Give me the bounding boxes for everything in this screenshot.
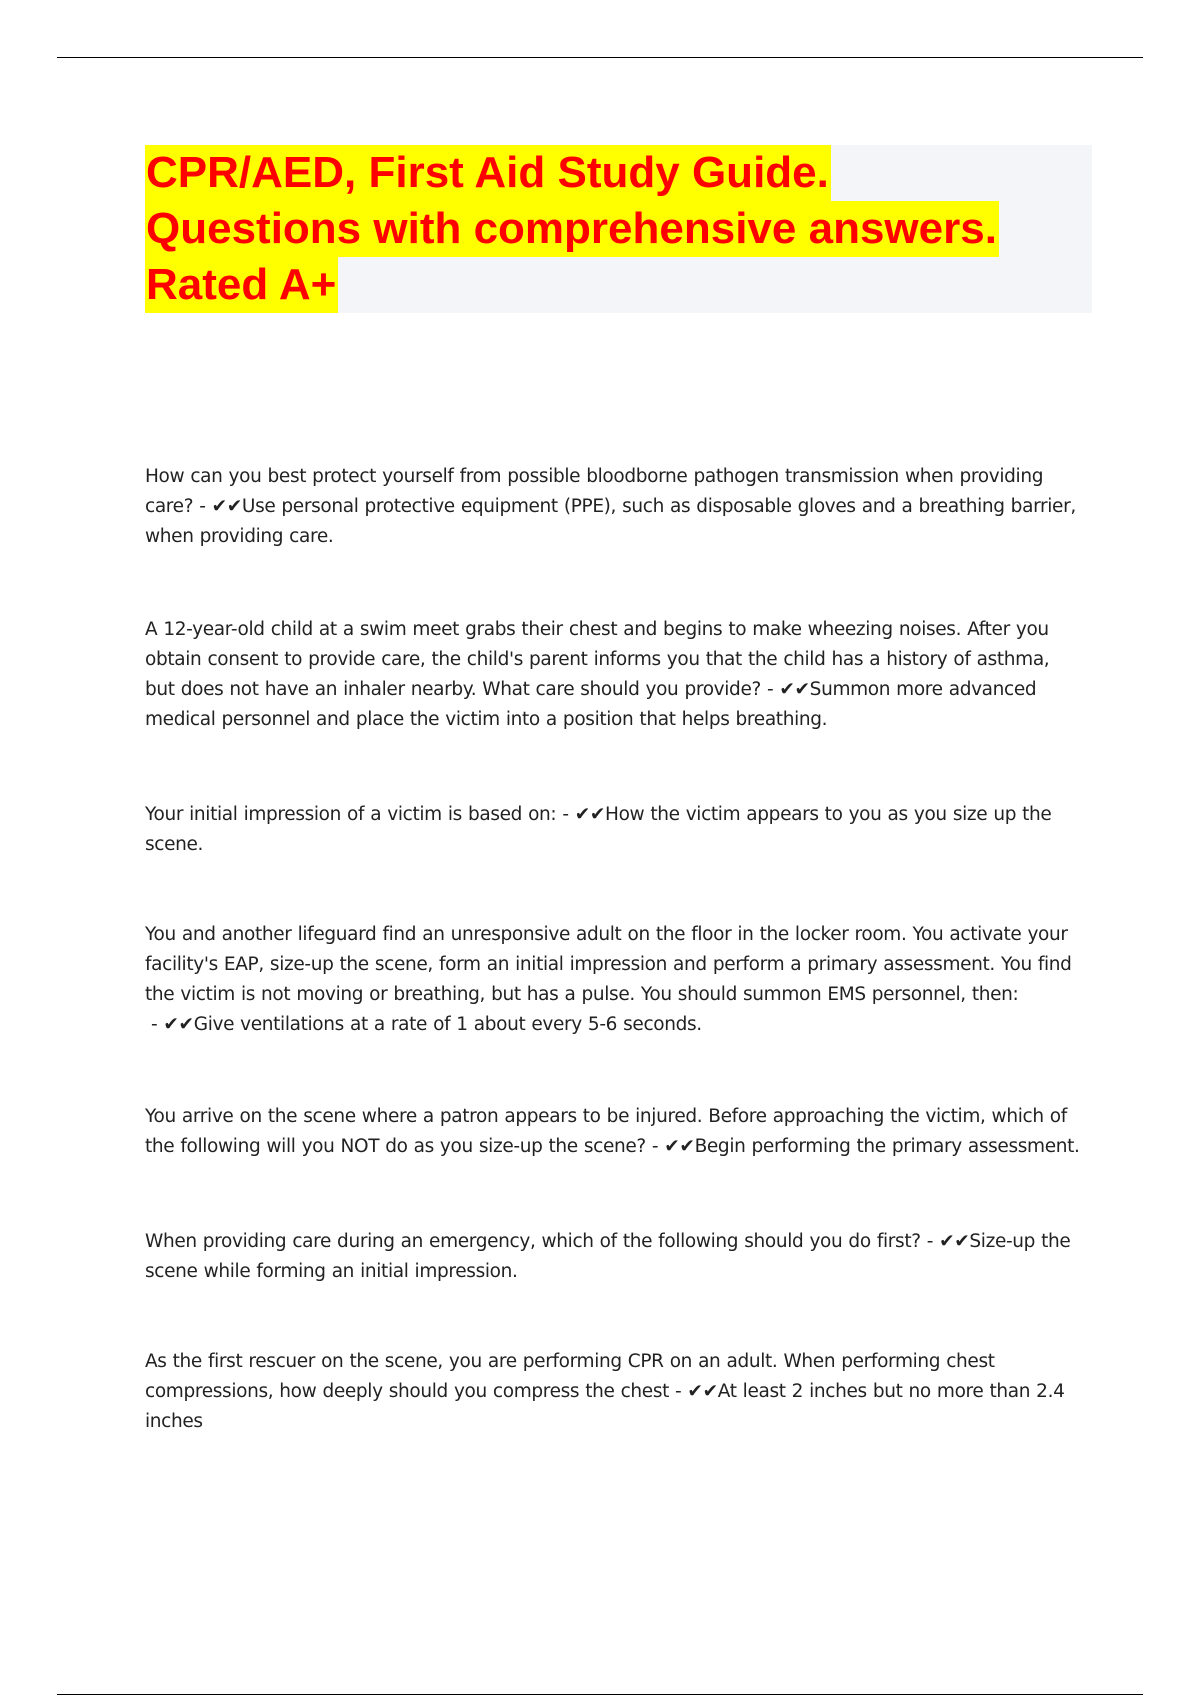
bottom-divider [57, 1694, 1143, 1695]
qa-separator: - [145, 1014, 164, 1035]
title-line-text: Rated A+ [145, 257, 338, 313]
qa-separator: - [669, 1381, 688, 1402]
qa-item [145, 800, 1085, 860]
qa-item [145, 1347, 1085, 1437]
double-check-icon: ✔✔ [211, 496, 242, 517]
double-check-icon: ✔✔ [687, 1381, 718, 1402]
double-check-icon: ✔✔ [779, 679, 810, 700]
question-text: As the first rescuer on the scene, you are performing CPR on an adult. When performing chest compressions, how deeply should you compress the chest [145, 1351, 995, 1402]
qa-item [145, 920, 1085, 1040]
qa-item [145, 1102, 1085, 1162]
question-text: A 12-year-old child at a swim meet grabs their chest and begins to make wheezing noises. After you obtain consent to provide care, the child's parent informs you that the child has a history of asthma, but does not have an inhaler nearby. What care should you provide? [145, 619, 1050, 700]
answer-text: Give ventilations at a rate of 1 about every 5-6 seconds. [193, 1014, 702, 1035]
question-text: When providing care during an emergency, which of the following should you do first? [145, 1231, 921, 1252]
qa-item [145, 462, 1085, 552]
answer-text: Begin performing the primary assessment. [694, 1136, 1080, 1157]
qa-separator: - [760, 679, 780, 700]
question-text: You arrive on the scene where a patron appears to be injured. Before approaching the victim, which of the following will you NOT do as you size-up the scene? [145, 1106, 1067, 1157]
title-line-text: Questions with comprehensive answers. [145, 201, 999, 257]
title-line [145, 257, 1092, 313]
qa-separator: - [920, 1231, 940, 1252]
top-divider [57, 57, 1143, 58]
answer-text: Size-up the scene while forming an initial impression. [145, 1231, 1071, 1282]
qa-separator: - [556, 804, 575, 825]
double-check-icon: ✔✔ [574, 804, 606, 825]
qa-separator: - [645, 1136, 665, 1157]
page-title [145, 145, 1092, 313]
double-check-icon: ✔✔ [163, 1014, 194, 1035]
double-check-icon: ✔✔ [939, 1231, 970, 1252]
qa-item [145, 1227, 1085, 1287]
qa-separator: - [193, 496, 212, 517]
title-line [145, 201, 1092, 257]
answer-text: How the victim appears to you as you size up the scene. [145, 804, 1052, 855]
answer-text: At least 2 inches but no more than 2.4 inches [145, 1381, 1065, 1432]
question-text: Your initial impression of a victim is based on: [145, 804, 557, 825]
answer-text: Use personal protective equipment (PPE), such as disposable gloves and a breathing barrier, when providing care. [145, 496, 1076, 547]
double-check-icon: ✔✔ [664, 1136, 695, 1157]
title-line-text: CPR/AED, First Aid Study Guide. [145, 145, 831, 201]
question-text: How can you best protect yourself from possible bloodborne pathogen transmission when providing care? [145, 466, 1044, 517]
title-block [145, 145, 1092, 313]
qa-item [145, 615, 1085, 735]
question-text: You and another lifeguard find an unresponsive adult on the floor in the locker room. You activate your facility's EAP, size-up the scene, form an initial impression and perform a primary assessment. You find the victim is not moving or breathing, but has a pulse. You should summon EMS personnel, then: [145, 924, 1072, 1005]
answer-text: Summon more advanced medical personnel and place the victim into a position that helps breathing. [145, 679, 1037, 730]
title-line [145, 145, 1092, 201]
